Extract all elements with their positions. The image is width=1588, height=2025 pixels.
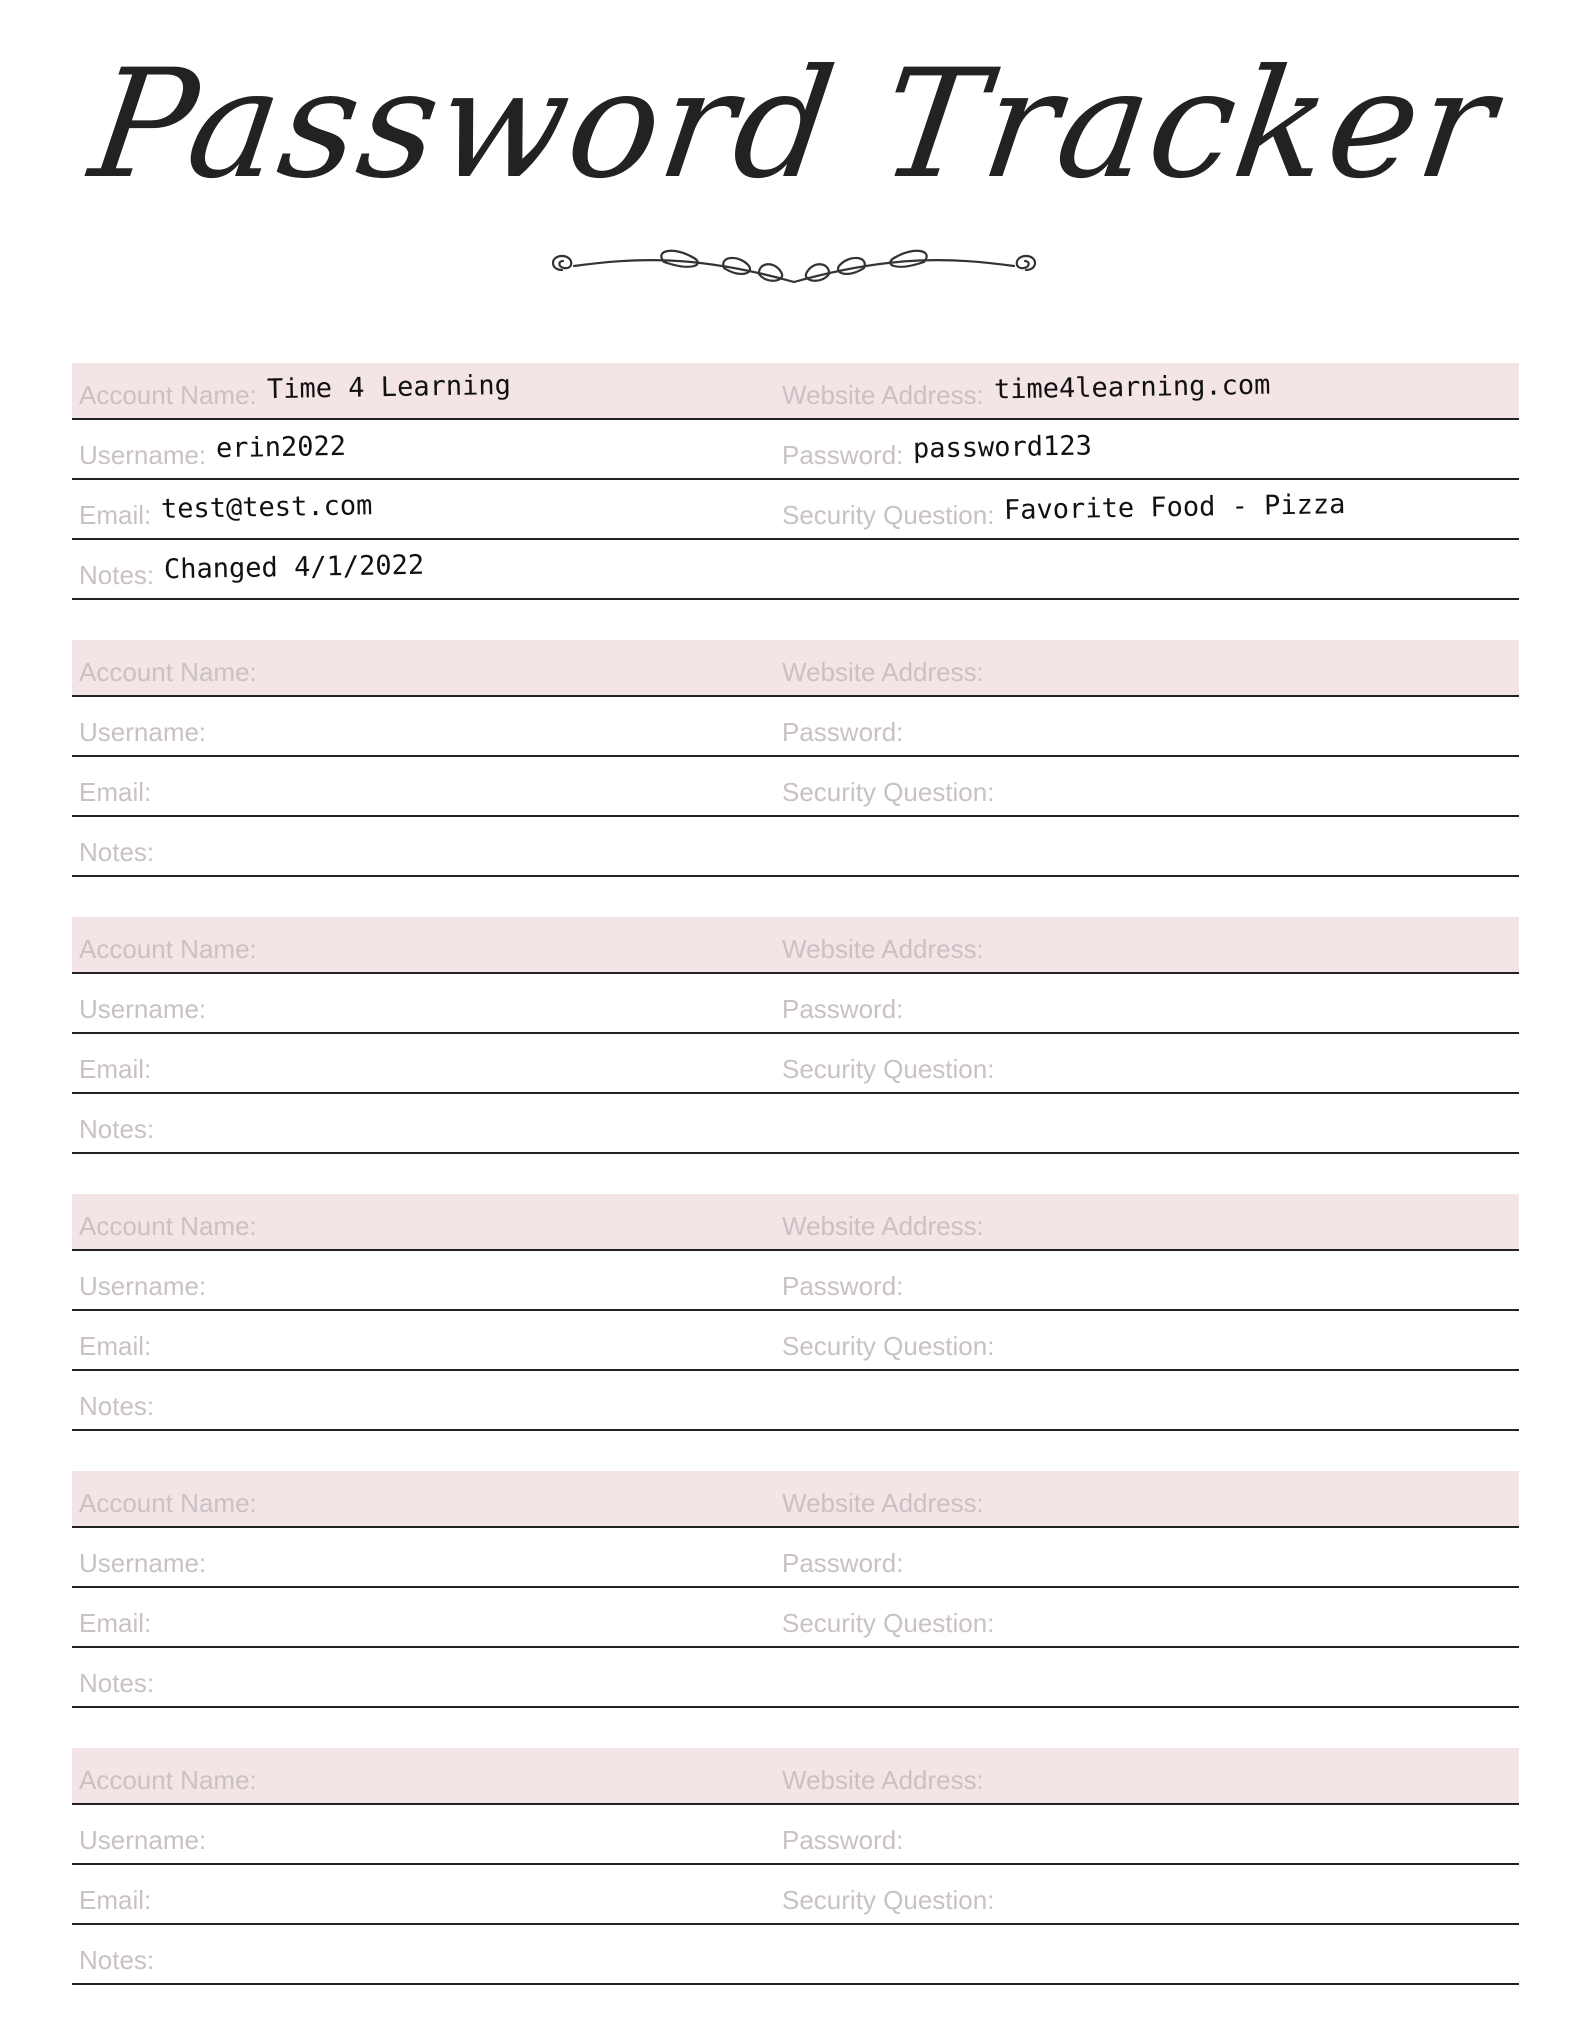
- entry-row: [72, 1311, 1519, 1371]
- password-entries: [72, 363, 1519, 2025]
- email-label: Email:: [79, 1885, 152, 1915]
- entry-header-row: [72, 917, 1519, 974]
- username-field[interactable]: [79, 1805, 779, 1863]
- username-label: Username:: [79, 1825, 207, 1855]
- email-field[interactable]: [79, 1311, 779, 1369]
- notes-label: Notes:: [79, 1391, 155, 1421]
- entry-header-row: [72, 1471, 1519, 1528]
- email-label: Email:: [79, 1331, 152, 1361]
- website-address-field[interactable]: [782, 363, 1512, 418]
- website-address-field[interactable]: [782, 1748, 1512, 1803]
- account-name-field[interactable]: [79, 1748, 779, 1803]
- entry-row: [72, 1251, 1519, 1311]
- username-label: Username:: [79, 717, 207, 747]
- security-question-label: Security Question:: [782, 1054, 995, 1084]
- security-question-label: Security Question:: [782, 777, 995, 807]
- account-name-label: Account Name:: [79, 1765, 257, 1795]
- username-label: Username:: [79, 1548, 207, 1578]
- password-label: Password:: [782, 717, 904, 747]
- account-name-label: Account Name:: [79, 934, 257, 964]
- account-name-value: Time 4 Learning: [266, 369, 511, 406]
- security-question-label: Security Question:: [782, 1331, 995, 1361]
- security-question-label: Security Question:: [782, 1608, 995, 1638]
- entry-header-row: [72, 1194, 1519, 1251]
- website-address-label: Website Address:: [782, 380, 984, 410]
- website-address-label: Website Address:: [782, 657, 984, 687]
- notes-label: Notes:: [79, 560, 155, 590]
- website-address-field[interactable]: [782, 917, 1512, 972]
- security-question-field[interactable]: [782, 480, 1512, 538]
- password-entry: [72, 1194, 1519, 1471]
- website-address-value: time4learning.com: [993, 369, 1271, 406]
- email-label: Email:: [79, 1054, 152, 1084]
- security-question-field[interactable]: [782, 757, 1512, 815]
- username-field[interactable]: [79, 974, 779, 1032]
- security-question-value: Favorite Food - Pizza: [1004, 489, 1347, 526]
- entry-row: [72, 1371, 1519, 1431]
- notes-label: Notes:: [79, 1945, 155, 1975]
- entry-row: [72, 1094, 1519, 1154]
- notes-field[interactable]: [79, 817, 779, 875]
- website-address-field[interactable]: [782, 640, 1512, 695]
- email-label: Email:: [79, 500, 152, 530]
- entry-row: [72, 1528, 1519, 1588]
- entry-row: [72, 1648, 1519, 1708]
- website-address-field[interactable]: [782, 1471, 1512, 1526]
- notes-field[interactable]: [79, 1371, 779, 1429]
- page-title: Password Tracker: [81, 38, 1507, 212]
- password-entry: [72, 363, 1519, 640]
- email-label: Email:: [79, 777, 152, 807]
- notes-field[interactable]: [79, 1094, 779, 1152]
- notes-label: Notes:: [79, 837, 155, 867]
- entry-row: [72, 1865, 1519, 1925]
- entry-row: [72, 974, 1519, 1034]
- username-field[interactable]: [79, 1251, 779, 1309]
- email-field[interactable]: [79, 1865, 779, 1923]
- entry-row: [72, 1588, 1519, 1648]
- account-name-field[interactable]: [79, 363, 779, 418]
- password-field[interactable]: [782, 1805, 1512, 1863]
- security-question-field[interactable]: [782, 1311, 1512, 1369]
- email-field[interactable]: [79, 1588, 779, 1646]
- email-field[interactable]: [79, 480, 779, 538]
- entry-row: [72, 1034, 1519, 1094]
- notes-field[interactable]: [79, 540, 779, 598]
- account-name-field[interactable]: [79, 917, 779, 972]
- password-entry: [72, 917, 1519, 1194]
- password-field[interactable]: [782, 1528, 1512, 1586]
- entry-row: [72, 420, 1519, 480]
- account-name-label: Account Name:: [79, 1211, 257, 1241]
- password-field[interactable]: [782, 974, 1512, 1032]
- email-value: test@test.com: [160, 490, 373, 525]
- notes-value: Changed 4/1/2022: [163, 549, 425, 586]
- website-address-label: Website Address:: [782, 934, 984, 964]
- account-name-label: Account Name:: [79, 380, 257, 410]
- security-question-label: Security Question:: [782, 1885, 995, 1915]
- account-name-label: Account Name:: [79, 657, 257, 687]
- password-field[interactable]: [782, 420, 1512, 478]
- notes-label: Notes:: [79, 1668, 155, 1698]
- username-field[interactable]: [79, 420, 779, 478]
- account-name-field[interactable]: [79, 1194, 779, 1249]
- account-name-field[interactable]: [79, 640, 779, 695]
- password-label: Password:: [782, 1271, 904, 1301]
- username-label: Username:: [79, 1271, 207, 1301]
- email-field[interactable]: [79, 757, 779, 815]
- security-question-field[interactable]: [782, 1034, 1512, 1092]
- password-field[interactable]: [782, 697, 1512, 755]
- entry-header-row: [72, 1748, 1519, 1805]
- entry-row: [72, 697, 1519, 757]
- password-value: password123: [913, 430, 1093, 465]
- account-name-field[interactable]: [79, 1471, 779, 1526]
- website-address-label: Website Address:: [782, 1765, 984, 1795]
- entry-row: [72, 1805, 1519, 1865]
- entry-row: [72, 757, 1519, 817]
- security-question-label: Security Question:: [782, 500, 995, 530]
- username-label: Username:: [79, 994, 207, 1024]
- security-question-field[interactable]: [782, 1865, 1512, 1923]
- password-entry: [72, 1748, 1519, 2025]
- notes-label: Notes:: [79, 1114, 155, 1144]
- email-field[interactable]: [79, 1034, 779, 1092]
- password-label: Password:: [782, 440, 904, 470]
- security-question-field[interactable]: [782, 1588, 1512, 1646]
- website-address-label: Website Address:: [782, 1211, 984, 1241]
- entry-row: [72, 480, 1519, 540]
- username-value: erin2022: [215, 430, 347, 465]
- notes-field[interactable]: [79, 1648, 779, 1706]
- password-entry: [72, 1471, 1519, 1748]
- password-label: Password:: [782, 1548, 904, 1578]
- username-label: Username:: [79, 440, 207, 470]
- website-address-field[interactable]: [782, 1194, 1512, 1249]
- website-address-label: Website Address:: [782, 1488, 984, 1518]
- username-field[interactable]: [79, 697, 779, 755]
- entry-header-row: [72, 363, 1519, 420]
- password-entry: [72, 640, 1519, 917]
- notes-field[interactable]: [79, 1925, 779, 1983]
- account-name-label: Account Name:: [79, 1488, 257, 1518]
- entry-row: [72, 540, 1519, 600]
- entry-row: [72, 817, 1519, 877]
- password-field[interactable]: [782, 1251, 1512, 1309]
- email-label: Email:: [79, 1608, 152, 1638]
- entry-header-row: [72, 640, 1519, 697]
- password-label: Password:: [782, 1825, 904, 1855]
- entry-row: [72, 1925, 1519, 1985]
- username-field[interactable]: [79, 1528, 779, 1586]
- password-label: Password:: [782, 994, 904, 1024]
- decorative-flourish-icon: [544, 244, 1044, 292]
